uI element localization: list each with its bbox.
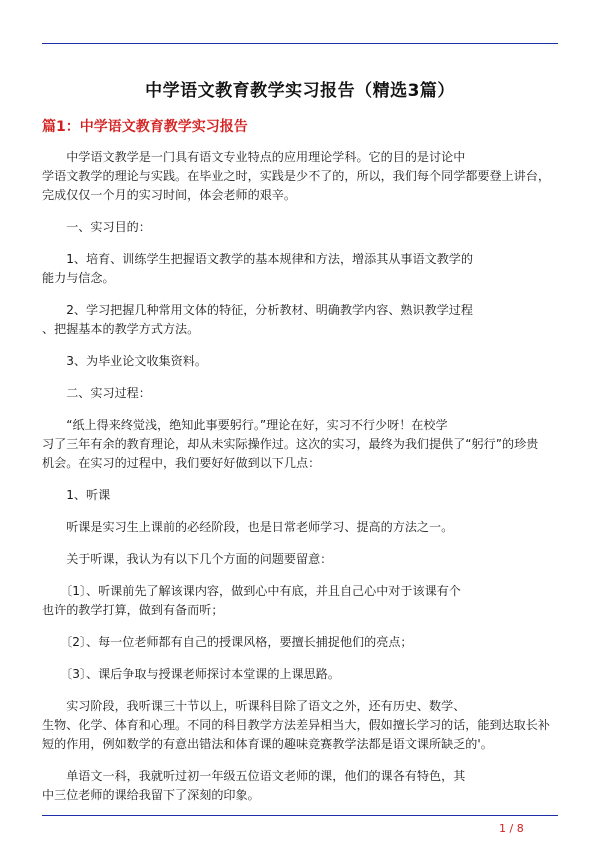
paragraph-line: 3、为毕业论文收集资料。 [42,354,207,368]
paragraph-line: 1、培育、训练学生把握语文教学的基本规律和方法，增添其从事语文教学的 [42,252,473,266]
paragraph-line: 机会。在实习的过程中，我们要好好做到以下几点： [42,456,321,470]
paragraph-line: 能力与信念。 [42,271,115,285]
page-number: 1 / 8 [499,822,524,835]
paragraph-line: 完成仅仅一个月的实习时间，体会老师的艰辛。 [42,188,296,202]
document-title: 中学语文教育教学实习报告（精选3篇） [145,81,455,101]
paragraph-line: 中三位老师的课给我留下了深刻的印象。 [42,788,260,802]
paragraph [42,550,562,569]
paragraph-line: 学语文教学的理论与实践。在毕业之时，实践是少不了的，所以，我们每个同学都要登上讲台， [42,169,550,183]
paragraph [42,582,562,620]
paragraph-line: 2、学习把握几种常用文体的特征，分析教材、明确教学内容、熟识教学过程 [42,303,473,317]
section-heading: 篇1：中学语文教育教学实习报告 [42,119,248,135]
paragraph-line: 〔2〕、每一位老师都有自己的授课风格，要擅长捕捉他们的亮点； [42,635,413,649]
paragraph-line: 〔3〕、课后争取与授课老师探讨本堂课的上课思路。 [42,667,340,681]
paragraph [42,384,562,403]
paragraph-line: 关于听课，我认为有以下几个方面的问题要留意： [42,552,333,566]
paragraph [42,486,562,505]
paragraph-line: 习了三年有余的教育理论，却从未实际操作过。这次的实习，最终为我们提供了“躬行”的珍贵 [42,437,539,451]
paragraph [42,218,562,237]
header-rule [42,43,558,44]
paragraph-line: 也许的教学打算，做到有备而听； [42,603,224,617]
paragraph [42,665,562,684]
paragraph [42,697,562,754]
paragraph-line: 短的作用，例如数学的有意出错法和体育课的趣味竞赛教学法都是语文课所缺乏的'。 [42,737,493,751]
paragraph-line: 中学语文教学是一门具有语文专业特点的应用理论学科。它的目的是讨论中 [42,150,466,164]
paragraph-line: 二、实习过程： [42,386,151,400]
paragraph [42,352,562,371]
paragraph [42,416,562,473]
paragraph-line: 、把握基本的教学方式方法。 [42,322,200,336]
paragraph-line: 一、实习目的： [42,220,151,234]
paragraph-line: 单语文一科，我就听过初一年级五位语文老师的课，他们的课各有特色，其 [42,769,466,783]
paragraph [42,633,562,652]
paragraph [42,301,562,339]
footer-rule [42,815,558,816]
paragraph [42,250,562,288]
document-body [42,148,562,805]
paragraph [42,148,562,205]
paragraph-line: 听课是实习生上课前的必经阶段，也是日常老师学习、提高的方法之一。 [42,520,454,534]
paragraph-line: 实习阶段，我听课三十节以上，听课科目除了语文之外，还有历史、数学、 [42,699,466,713]
paragraph [42,518,562,537]
paragraph [42,767,562,805]
paragraph-line: 生物、化学、体育和心理。不同的科目教学方法差异相当大，假如擅长学习的话，能到达取长补 [42,718,550,732]
paragraph-line: “纸上得来终觉浅，绝知此事要躬行。”理论在好，实习不行少呀！在校学 [42,418,448,432]
paragraph-line: 〔1〕、听课前先了解该课内容，做到心中有底，并且自己心中对于该课有个 [42,584,461,598]
paragraph-line: 1、听课 [42,488,111,502]
